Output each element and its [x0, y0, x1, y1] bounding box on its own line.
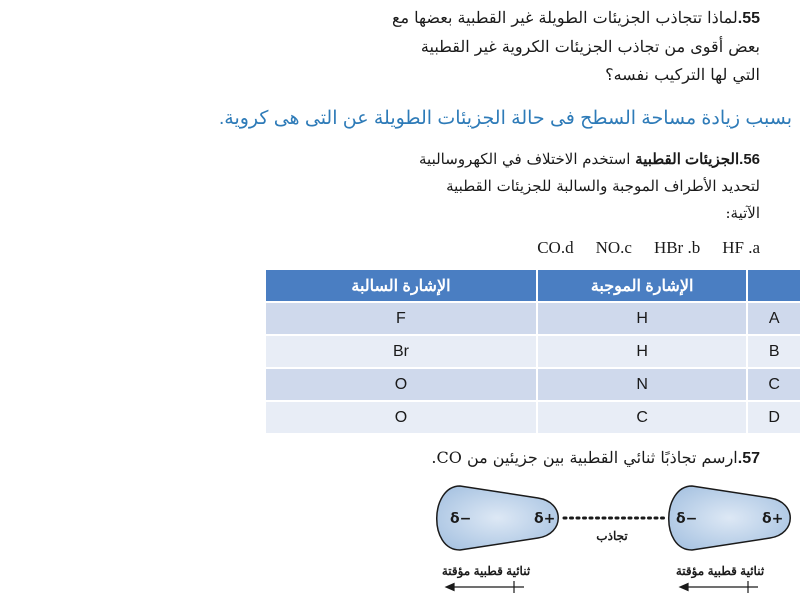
header-label — [747, 270, 800, 302]
table-row — [266, 368, 800, 401]
question-55-line-3: التي لها التركيب نفسه؟ — [605, 65, 760, 84]
cell-positive: H — [537, 335, 747, 368]
cell-negative: O — [266, 401, 537, 433]
cell-label: B — [747, 335, 800, 368]
choice-d: CO.d — [537, 238, 574, 257]
question-56-term: الجزيئات القطبية — [635, 151, 740, 168]
table-header-row — [266, 270, 800, 302]
cell-positive: C — [537, 401, 747, 433]
question-55-line-2: بعض أقوى من تجاذب الجزيئات الكروية غير القطبية — [420, 37, 760, 56]
question-56 — [320, 146, 760, 227]
attraction-label: تجاذب — [596, 529, 628, 543]
question-56-line-3: الآتية: — [725, 204, 760, 222]
right-molecule-pos: δ+ — [762, 511, 784, 527]
cell-label: C — [747, 368, 800, 401]
cell-positive: N — [537, 368, 747, 401]
polarity-table — [266, 270, 800, 433]
question-56-number: 56. — [739, 151, 760, 168]
dipole-diagram — [420, 478, 800, 600]
right-molecule-neg: δ− — [676, 511, 698, 527]
question-56-choices — [537, 234, 760, 262]
choice-a: HF .a — [722, 238, 760, 257]
table-row — [266, 401, 800, 433]
question-56-line-1: 56.الجزيئات القطبية استخدم الاختلاف في الكهروسالبية — [419, 150, 760, 168]
cell-negative: Br — [266, 335, 537, 368]
question-57 — [320, 444, 760, 473]
left-molecule-pos: δ+ — [534, 511, 556, 527]
right-caption: ثنائية قطبية مؤقتة — [675, 564, 765, 578]
question-56-line-2: لتحديد الأطراف الموجبة والسالبة للجزيئات القطبية — [446, 177, 760, 195]
choice-c: NO.c — [595, 238, 632, 257]
left-dipole-arrow — [446, 581, 524, 593]
table-row — [266, 302, 800, 335]
cell-label: D — [747, 401, 800, 433]
question-55-number: 55. — [737, 10, 760, 27]
left-caption: ثنائية قطبية مؤقتة — [441, 564, 531, 578]
choice-b: HBr .b — [653, 238, 701, 257]
cell-positive: H — [537, 302, 747, 335]
cell-label: A — [747, 302, 800, 335]
question-55 — [340, 4, 760, 89]
question-55-answer: بسبب زيادة مساحة السطح فى حالة الجزيئات الطويلة عن التى هى كروية. — [218, 108, 792, 129]
question-57-number: 57. — [737, 450, 760, 467]
cell-negative: F — [266, 302, 537, 335]
header-negative: الإشارة السالبة — [266, 270, 537, 302]
left-molecule-neg: δ− — [450, 511, 472, 527]
cell-negative: O — [266, 368, 537, 401]
question-57-text: ارسم تجاذبًا ثنائي القطبية بين جزيئين من CO. — [431, 448, 738, 467]
right-dipole-arrow — [680, 581, 758, 593]
question-55-line-1: 55.لماذا تتجاذب الجزيئات الطويلة غير القطبية بعضها مع — [391, 8, 760, 27]
header-positive: الإشارة الموجبة — [537, 270, 747, 302]
table-row — [266, 335, 800, 368]
